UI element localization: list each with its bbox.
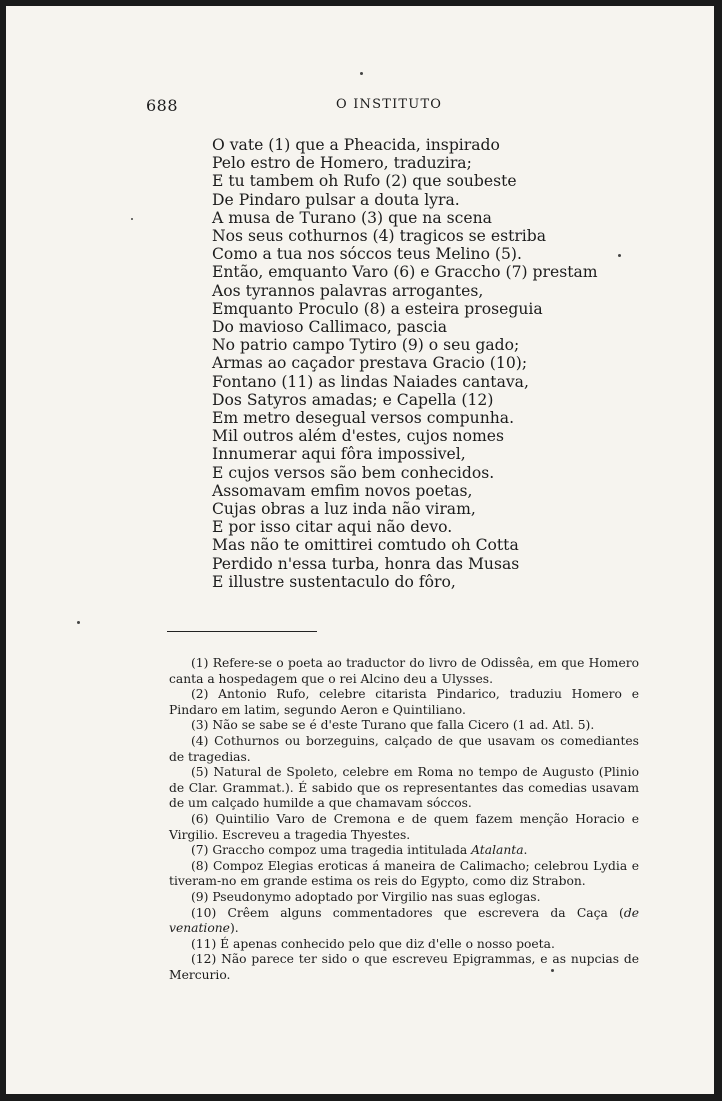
footnote-marker: (3) bbox=[191, 718, 209, 733]
footnote-marker: (1) bbox=[191, 656, 209, 670]
verse-line: Emquanto Proculo (8) a esteira proseguia bbox=[212, 299, 543, 318]
footnote-text: Natural de Spoleto, celebre em Roma no tempo de Augusto (Plinio de Clar. Grammat.). É sabido que os representantes das comedias usavam de um calçado humilde a que chamavam sóccos. bbox=[169, 765, 639, 811]
footnote-text: Graccho compoz uma tragedia intitulada bbox=[212, 843, 468, 858]
footnote-marker: (12) bbox=[191, 952, 217, 967]
verse-line: Em metro desegual versos compunha. bbox=[212, 409, 515, 428]
verse-line: Nos seus cothurnos (4) tragicos se estriba bbox=[212, 227, 547, 246]
footnote-11 bbox=[169, 937, 639, 953]
footnote-text: Cothurnos ou borzeguins, calçado de que usavam os comediantes de tragedias. bbox=[169, 733, 639, 764]
footnote-marker: (2) bbox=[191, 687, 209, 702]
verse-line: No patrio campo Tytiro (9) o seu gado; bbox=[212, 336, 520, 355]
footnote-2 bbox=[169, 687, 639, 718]
verse-line: Pelo estro de Homero, traduzira; bbox=[212, 154, 472, 173]
verse-line: A musa de Turano (3) que na scena bbox=[212, 208, 492, 227]
paper-speck bbox=[360, 72, 363, 75]
verse-line: O vate (1) que a Pheacida, inspirado bbox=[212, 136, 500, 154]
poem-verse-block bbox=[212, 136, 632, 591]
verse-line: Aos tyrannos palavras arrogantes, bbox=[212, 281, 484, 300]
footnote-marker: (5) bbox=[191, 765, 209, 780]
footnote-italic-title: de venatione bbox=[169, 905, 639, 936]
footnote-text: Não parece ter sido o que escreveu Epigrammas, e as nupcias de Mercurio. bbox=[169, 952, 639, 982]
footnote-text: Compoz Elegias eroticas á maneira de Calimacho; celebrou Lydia e tiveram-no em grande estima os reis do Egypto, como diz Strabon. bbox=[169, 858, 639, 889]
footnote-text: Refere-se o poeta ao traductor do livro de Odissêa, em que Homero canta a hospedagem que o rei Alcino deu a Ulysses. bbox=[169, 656, 640, 686]
footnote-text: É apenas conhecido pelo que diz d'elle o nosso poeta. bbox=[220, 936, 555, 951]
footnotes-block bbox=[169, 656, 639, 983]
footnote-tail: ). bbox=[229, 921, 239, 936]
verse-line: Dos Satyros amadas; e Capella (12) bbox=[212, 390, 494, 409]
footnote-text: Não se sabe se é d'este Turano que falla Cicero (1 ad. Atl. 5). bbox=[212, 718, 595, 733]
footnote-1 bbox=[169, 656, 639, 687]
verse-line: Mas não te omittirei comtudo oh Cotta bbox=[212, 536, 519, 555]
verse-line: Perdido n'essa turba, honra das Musas bbox=[212, 554, 520, 573]
footnote-3 bbox=[169, 718, 639, 734]
verse-line: Cujas obras a luz inda não viram, bbox=[212, 500, 476, 519]
page-number: 688 bbox=[146, 96, 179, 115]
footnote-5 bbox=[169, 765, 639, 812]
footnote-marker: (8) bbox=[191, 858, 209, 873]
document-page bbox=[6, 6, 714, 1094]
footnote-marker: (6) bbox=[191, 811, 209, 826]
verse-line: Do mavioso Callimaco, pascia bbox=[212, 318, 448, 337]
footnote-9 bbox=[169, 890, 639, 906]
footnote-4 bbox=[169, 734, 639, 765]
footnote-tail: . bbox=[523, 843, 528, 858]
footnote-10 bbox=[169, 906, 639, 937]
verse-line: E tu tambem oh Rufo (2) que soubeste bbox=[212, 172, 517, 191]
footnote-8 bbox=[169, 859, 639, 890]
verse-line: E illustre sustentaculo do fôro, bbox=[212, 572, 456, 591]
paper-speck bbox=[131, 218, 133, 220]
verse-line: Fontano (11) as lindas Naiades cantava, bbox=[212, 372, 529, 391]
footnote-marker: (7) bbox=[191, 843, 209, 858]
footnote-12 bbox=[169, 952, 639, 983]
verse-line: Então, emquanto Varo (6) e Graccho (7) prestam bbox=[212, 263, 598, 282]
footnote-text: Antonio Rufo, celebre citarista Pindarico, traduziu Homero e Pindaro em latim, segundo Aeron e Quintiliano. bbox=[169, 687, 639, 717]
footnote-marker: (4) bbox=[191, 733, 209, 748]
footnote-marker: (9) bbox=[191, 889, 209, 904]
verse-line: Como a tua nos sóccos teus Melino (5). bbox=[212, 245, 522, 264]
paper-speck bbox=[77, 621, 80, 624]
verse-line: Armas ao caçador prestava Gracio (10); bbox=[212, 354, 528, 373]
verse-line: De Pindaro pulsar a douta lyra. bbox=[212, 190, 460, 209]
footnote-separator-rule bbox=[167, 631, 317, 632]
running-title: O INSTITUTO bbox=[336, 97, 443, 112]
verse-line: E cujos versos são bem conhecidos. bbox=[212, 463, 495, 482]
footnote-text: Pseudonymo adoptado por Virgilio nas suas eglogas. bbox=[212, 889, 541, 904]
footnote-text: Crêem alguns commentadores que escrevera da Caça ( bbox=[227, 905, 624, 920]
verse-line: Mil outros além d'estes, cujos nomes bbox=[212, 427, 504, 446]
verse-line: E por isso citar aqui não devo. bbox=[212, 518, 453, 537]
footnote-marker: (11) bbox=[191, 936, 217, 951]
footnote-text: Quintilio Varo de Cremona e de quem fazem menção Horacio e Virgilio. Escreveu a tragedia Thyestes. bbox=[169, 811, 639, 842]
footnote-7 bbox=[169, 843, 639, 859]
paper-speck bbox=[618, 254, 621, 257]
paper-speck bbox=[551, 969, 554, 972]
footnote-marker: (10) bbox=[191, 905, 217, 920]
verse-line: Assomavam emfim novos poetas, bbox=[212, 481, 473, 500]
footnote-italic-title: Atalanta bbox=[471, 843, 524, 858]
page-header bbox=[146, 96, 586, 116]
verse-line: Innumerar aqui fôra impossivel, bbox=[212, 445, 466, 464]
footnote-6 bbox=[169, 812, 639, 843]
